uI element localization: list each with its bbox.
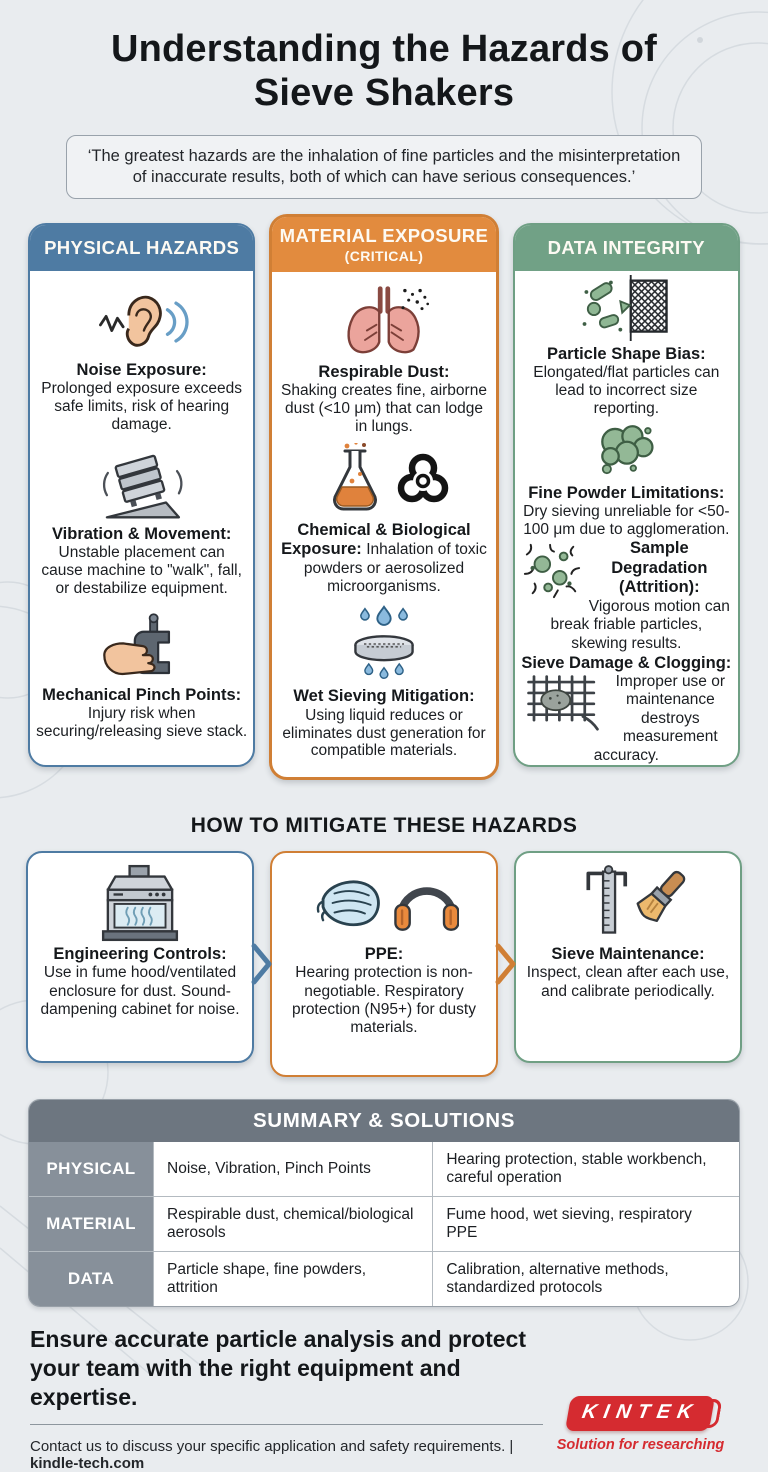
- hazard-item-wet-sieving: Wet Sieving Mitigation: Using liquid reduces or eliminates dust generation for compatible materials.: [278, 603, 489, 760]
- wet-sieve-icon: [278, 603, 489, 683]
- footer: [30, 1325, 738, 1472]
- summary-solutions-cell: Fume hood, wet sieving, respiratory PPE: [433, 1197, 739, 1251]
- hazard-item-fine-powder: Fine Powder Limitations: Dry sieving unreliable for <50-100 μm due to agglomeration.: [521, 418, 732, 539]
- engineering-controls-box: Engineering Controls: Use in fume hood/ventilated enclosure for dust. Sound-dampening cabinet for noise.: [26, 851, 254, 1063]
- physical-hazards-header: PHYSICAL HAZARDS: [30, 225, 253, 271]
- page-title: Understanding the Hazards of Sieve Shakers: [110, 28, 658, 115]
- hazard-item-respirable-dust: Respirable Dust: Shaking creates fine, airborne dust (<10 μm) that can lodge in lungs.: [278, 283, 489, 436]
- data-integrity-header: DATA INTEGRITY: [515, 225, 738, 271]
- footer-contact-line: [30, 1424, 543, 1472]
- particle-mesh-icon: [521, 275, 732, 341]
- attrition-icon: [521, 539, 583, 607]
- summary-solutions-cell: Hearing protection, stable workbench, careful operation: [433, 1142, 739, 1196]
- mitigation-heading: HOW TO MITIGATE THESE HAZARDS: [190, 814, 578, 838]
- hazard-item-attrition: Sample Degradation (Attrition): Vigorous motion can break friable particles, skewing results.: [521, 539, 732, 653]
- physical-hazards-card: [28, 223, 255, 767]
- hazard-item-pinch: Mechanical Pinch Points: Injury risk when securing/releasing sieve stack.: [36, 612, 247, 741]
- summary-hazards-cell: Respirable dust, chemical/biological aerosols: [154, 1197, 432, 1251]
- sieve-maintenance-box: Sieve Maintenance: Inspect, clean after each use, and calibrate periodically.: [514, 851, 742, 1063]
- kintek-logo-text: KINTEK: [580, 1401, 701, 1424]
- damaged-mesh-icon: [521, 673, 605, 737]
- footer-headline: Ensure accurate particle analysis and protect your team with the right equipment and expertise.: [30, 1326, 526, 1411]
- quote-box: ‘The greatest hazards are the inhalation of fine particles and the misinterpretation of inaccurate results, both of which can have serious consequences.’: [66, 135, 702, 199]
- kintek-logo-badge: [565, 1396, 716, 1431]
- ear-noise-icon: [36, 289, 247, 357]
- summary-table-title: SUMMARY & SOLUTIONS: [29, 1100, 739, 1142]
- ppe-box: PPE: Hearing protection is non-negotiable. Respiratory protection (N95+) for dusty materials.: [270, 851, 498, 1077]
- kintek-tagline: Solution for researching: [556, 1437, 725, 1454]
- powder-cloud-icon: [521, 418, 732, 480]
- fume-hood-icon: [38, 863, 242, 943]
- hazard-columns: [28, 223, 740, 780]
- separator: |: [509, 1438, 514, 1456]
- chevron-right-icon: [250, 942, 274, 986]
- summary-row-label: DATA: [29, 1252, 153, 1306]
- caliper-brush-icon: [526, 863, 730, 943]
- hazard-item-chem-bio: Chemical & Biological Exposure: Inhalation of toxic powders or aerosolized microorganisms.: [278, 443, 489, 597]
- chevron-right-icon: [494, 942, 518, 986]
- tilted-sieve-stack-icon: [36, 449, 247, 521]
- lungs-dust-icon: [278, 283, 489, 359]
- hazard-item-sieve-damage: Sieve Damage & Clogging: Improper use or maintenance destroys measurement accuracy.: [521, 653, 732, 764]
- summary-hazards-cell: Particle shape, fine powders, attrition: [154, 1252, 432, 1306]
- kintek-logo: [543, 1396, 738, 1472]
- flask-biohazard-icon: [278, 443, 489, 517]
- website-link[interactable]: kindle-tech.com: [30, 1455, 145, 1472]
- summary-row-label: MATERIAL: [29, 1197, 153, 1251]
- material-exposure-card: [269, 214, 498, 780]
- hazard-item-vibration: Vibration & Movement: Unstable placement can cause machine to "walk", fall, or destabilize equipment.: [36, 449, 247, 598]
- mitigation-row: [26, 851, 742, 1077]
- hazard-item-noise: Noise Exposure: Prolonged exposure exceeds safe limits, risk of hearing damage.: [36, 289, 247, 434]
- contact-text: Contact us to discuss your specific application and safety requirements.: [30, 1438, 506, 1456]
- summary-row-label: PHYSICAL: [29, 1142, 153, 1196]
- hand-clamp-icon: [36, 612, 247, 682]
- critical-subtitle: (CRITICAL): [344, 248, 424, 265]
- summary-hazards-cell: Noise, Vibration, Pinch Points: [154, 1142, 432, 1196]
- material-exposure-header: MATERIAL EXPOSURE (CRITICAL): [272, 217, 495, 272]
- summary-table: [28, 1099, 740, 1307]
- hazard-item-shape-bias: Particle Shape Bias: Elongated/flat particles can lead to incorrect size reporting.: [521, 275, 732, 418]
- data-integrity-card: [513, 223, 740, 767]
- summary-solutions-cell: Calibration, alternative methods, standardized protocols: [433, 1252, 739, 1306]
- mask-earmuffs-icon: [282, 863, 486, 943]
